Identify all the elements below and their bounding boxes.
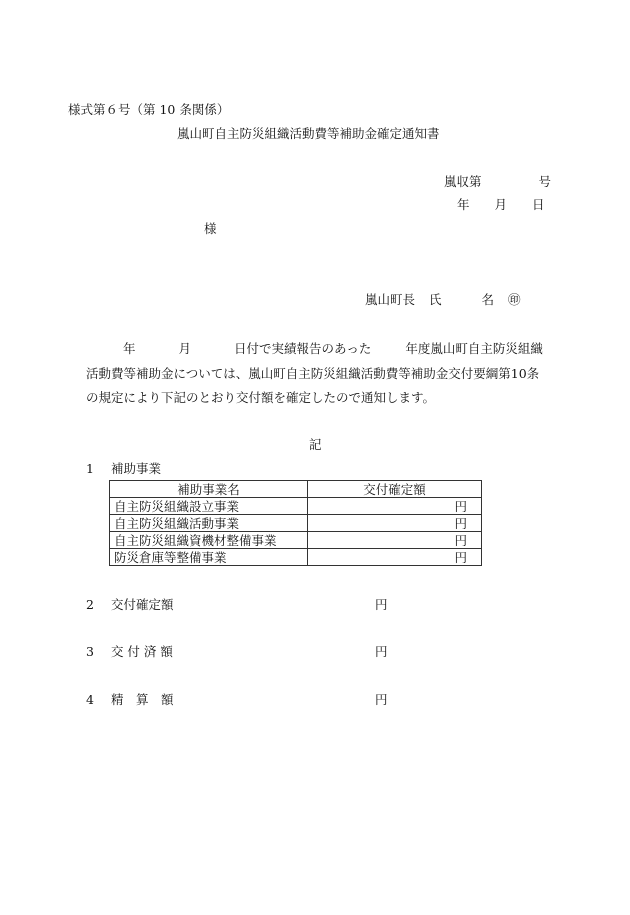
issuer-mei: 名 [481,292,495,307]
section-2-label: 交付確定額 [110,597,174,612]
document-title: 嵐山町自主防災組織活動費等補助金確定通知書 [177,126,440,141]
section-1 [86,461,161,477]
header-project-name: 補助事業名 [110,481,308,498]
subsidy-table [109,480,482,566]
section-4-label: 精 算 額 [110,692,174,707]
section-2-unit: 円 [375,597,388,612]
section-2-number: 2 [86,597,94,612]
table-row [110,549,482,566]
seal-mark: ㊞ [508,292,521,307]
project-name-cell: 自主防災組織資機材整備事業 [110,532,308,549]
body-fiscal-year: 年度嵐山町自主防災組織 [405,341,543,356]
amount-cell: 円 [308,515,482,532]
addressee: 様 [204,221,217,236]
section-3-unit: 円 [375,644,388,659]
section-3-number: 3 [86,644,94,659]
document-number [444,174,551,190]
document-number-label: 嵐収第 [444,174,482,189]
table-row [110,498,482,515]
table-row [110,532,482,549]
project-name-cell: 自主防災組織設立事業 [110,498,308,515]
issue-date [457,197,545,213]
project-name-cell: 防災倉庫等整備事業 [110,549,308,566]
body-year: 年 [123,341,136,356]
issuer [365,292,521,308]
body-line-1 [123,341,543,357]
amount-cell: 円 [308,498,482,515]
section-4-unit: 円 [375,692,388,707]
body-report-date: 日付で実績報告のあった [234,341,372,356]
section-4 [86,692,173,708]
section-4-number: 4 [86,692,94,707]
issuer-shi: 氏 [429,292,442,307]
amount-cell: 円 [308,532,482,549]
project-name-cell: 自主防災組織活動事業 [110,515,308,532]
body-line-3: の規定により下記のとおり交付額を確定したので通知します。 [86,390,436,405]
date-year: 年 [457,197,470,212]
table-header-row [110,481,482,498]
form-number: 様式第６号（第 10 条関係） [68,102,230,117]
date-month: 月 [494,197,508,212]
ki-heading: 記 [309,437,322,452]
date-day: 日 [532,197,545,212]
issuer-title: 嵐山町長 [365,292,416,307]
body-month: 月 [178,341,192,356]
amount-cell: 円 [308,549,482,566]
section-3 [86,644,173,660]
document-number-suffix: 号 [538,174,552,189]
section-3-label: 交 付 済 額 [110,644,173,659]
section-2 [86,597,173,613]
section-1-number: 1 [86,461,94,476]
section-1-label: 補助事業 [110,461,161,476]
body-line-2: 活動費等補助金については、嵐山町自主防災組織活動費等補助金交付要綱第10条 [86,366,540,381]
table-row [110,515,482,532]
header-confirmed-amount: 交付確定額 [308,481,482,498]
